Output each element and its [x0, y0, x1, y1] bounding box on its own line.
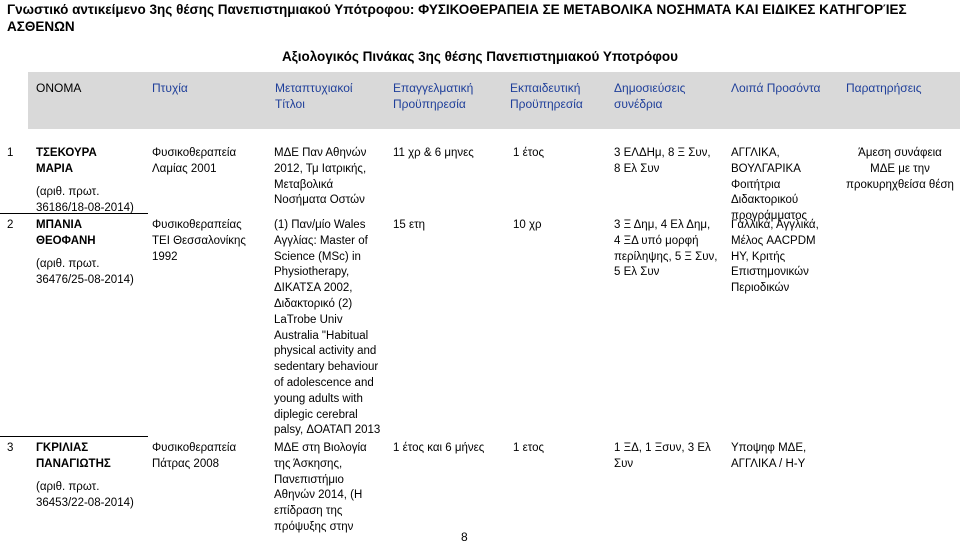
masters-title: ΜΔΕ Παν Αθηνών 2012, Τμ Ιατρικής, Μεταβολικά Νοσήματα Οστών — [274, 147, 367, 207]
publications: 3 Ξ Δημ, 4 Ελ Δημ, 4 ΞΔ υπό μορφή περίληψης, 5 Ξ Συν, 5 Ελ Συν — [614, 219, 718, 279]
col-header-remarks: Παρατηρήσεις — [846, 81, 922, 95]
col-header-publications: Δημοσιεύσεις συνέδρια — [614, 81, 686, 111]
degree: Φυσικοθεραπεία Λαμίας 2001 — [152, 147, 237, 175]
masters-title: ΜΔΕ στη Βιολογία της Άσκησης, Πανεπιστήμιο Αθηνών 2014, (Η επίδραση της πρόψυξης στην — [274, 442, 367, 533]
table-title: Αξιολογικός Πινάκας 3ης θέσης Πανεπιστημιακού Υποτρόφου — [281, 49, 679, 64]
registration-number: (αριθ. πρωτ. 36476/25-08-2014) — [36, 258, 134, 286]
registration-number: (αριθ. πρωτ. 36186/18-08-2014) — [36, 186, 134, 214]
col-header-other-qualifications: Λοιπά Προσόντα — [731, 81, 821, 95]
col-header-masters: Μεταπτυχιακοί Τίτλοι — [275, 81, 353, 111]
professional-experience: 15 ετη — [393, 219, 426, 231]
candidate-name: ΓΚΡΙΛΙΑΣ ΠΑΝΑΓΙΩΤΗΣ — [36, 442, 111, 470]
candidate-name: ΤΣΕΚΟΥΡΑ ΜΑΡΙΑ — [36, 147, 97, 175]
professional-experience: 11 χρ & 6 μηνες — [393, 147, 474, 159]
publications: 3 ΕΛΔΗμ, 8 Ξ Συν, 8 Ελ Συν — [614, 147, 711, 175]
degree: Φυσικοθεραπείας ΤΕΙ Θεσσαλονίκης 1992 — [152, 219, 246, 263]
row-number: 2 — [7, 219, 14, 231]
publications: 1 ΞΔ, 1 Ξσυν, 3 Ελ Συν — [614, 442, 711, 470]
candidate-name: ΜΠΑΝΙΑ ΘΕΟΦΑΝΗ — [36, 219, 96, 247]
row-divider-2-3 — [0, 436, 148, 437]
col-header-prof-experience: Επαγγελματική Προϋπηρεσία — [393, 81, 474, 111]
teaching-experience: 10 χρ — [513, 219, 542, 231]
other-qualifications: Γαλλικά, Αγγλικά, Μέλος AACPDM ΗΥ, Κριτής Επιστημονικών Περιοδικών — [731, 219, 819, 295]
teaching-experience: 1 ετος — [513, 442, 545, 454]
document-subject-title — [7, 1, 957, 35]
col-header-degrees: Πτυχία — [152, 81, 188, 95]
other-qualifications: Υποψηφ ΜΔΕ, ΑΓΓΛΙΚΑ / Η-Υ — [731, 442, 807, 470]
professional-experience: 1 έτος και 6 μήνες — [393, 442, 485, 454]
row-number: 3 — [7, 442, 14, 454]
col-header-teaching-experience: Εκπαιδευτική Προϋπηρεσία — [510, 81, 583, 111]
title-line-1: Γνωστικό αντικείμενο 3ης θέσης Πανεπιστημιακού Υπότροφου: ΦΥΣΙΚΟΘΕΡΑΠΕΙΑ ΣΕ ΜΕΤΑΒΟΛΙΚΑ ΝΟΣΗΜΑΤΑ ΚΑΙ ΕΙΔΙΚΕΣ ΚΑΤΗΓΟΡΊΕΣ — [7, 2, 907, 17]
masters-title: (1) Παν/μίο Wales Αγγλίας: Master of Science (MSc) in Physiotherapy, ΔΙΚΑΤΣΑ 2002, Διδακτορικό (2) LaTrobe Univ Australia "Habitual physical activity and sedentary behaviour of adolescence and young adults with diplegic cerebral palsy, ΔΟΑΤΑΠ 2013 — [274, 219, 381, 437]
remarks: Άμεση συνάφεια ΜΔΕ με την προκυρηχθείσα θέση — [846, 147, 954, 191]
title-line-2: ΑΣΘΕΝΩΝ — [7, 19, 75, 34]
teaching-experience: 1 έτος — [513, 147, 545, 159]
col-header-name: ΟΝΟΜΑ — [36, 81, 82, 95]
other-qualifications: ΑΓΓΛΙΚΑ, ΒΟΥΛΓΑΡΙΚΑ Φοιτήτρια Διδακτορικού προγράμματος — [731, 147, 808, 223]
registration-number: (αριθ. πρωτ. 36453/22-08-2014) — [36, 481, 134, 509]
degree: Φυσικοθεραπεία Πάτρας 2008 — [152, 442, 237, 470]
page-number: 8 — [461, 530, 468, 544]
row-number: 1 — [7, 147, 14, 159]
